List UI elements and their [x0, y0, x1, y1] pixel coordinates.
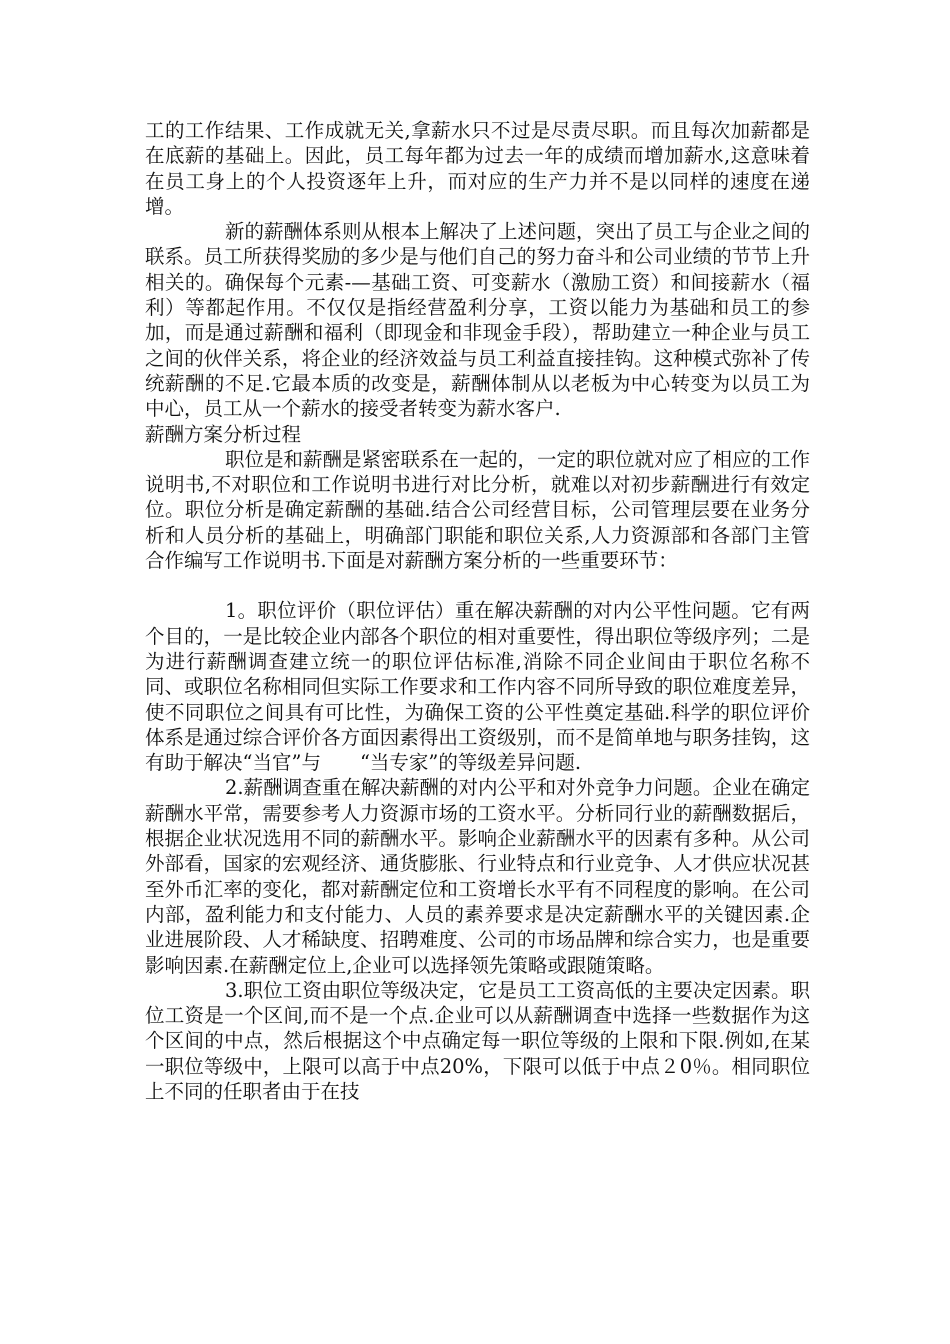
list-item-salary-survey: 2.薪酬调查重在解决薪酬的对内公平和对外竞争力问题。企业在确定薪酬水平常，需要参考人力资源市场的工资水平。分析同行业的薪酬数据后，根据企业状况选用不同的薪酬水平。影响企业薪酬水平的因素有多种。从公司外部看，国家的宏观经济、通货膨胀、行业特点和行业竞争、人才供应状况甚至外币汇率的变化，都对薪酬定位和工资增长水平有不同程度的影响。在公司内部，盈利能力和支付能力、人员的素养要求是决定薪酬水平的关键因素.企业进展阶段、人才稀缺度、招聘难度、公司的市场品牌和综合实力，也是重要影响因素.在薪酬定位上,企业可以选择领先策略或跟随策略。: [145, 776, 810, 977]
list-item-job-evaluation: 1。职位评价（职位评估）重在解决薪酬的对内公平性问题。它有两个目的，一是比较企业内部各个职位的相对重要性，得出职位等级序列；二是为进行薪酬调查建立统一的职位评估标准,消除不同企业间由于职位名称不同、或职位名称相同但实际工作要求和工作内容不同所导致的职位难度差异，使不同职位之间具有可比性，为确保工资的公平性奠定基础.科学的职位评价体系是通过综合评价各方面因素得出工资级别，而不是简单地与职务挂钩，这有助于解决“当官”与 “当专家”的等级差异问题.: [145, 599, 810, 775]
paragraph-position-analysis: 职位是和薪酬是紧密联系在一起的，一定的职位就对应了相应的工作说明书,不对职位和工作说明书进行对比分析，就难以对初步薪酬进行有效定位。职位分析是确定薪酬的基础.结合公司经营目标，公司管理层要在业务分析和人员分析的基础上，明确部门职能和职位关系,人力资源部和各部门主管合作编写工作说明书.下面是对薪酬方案分析的一些重要环节：: [145, 447, 811, 573]
paragraph-intro-continued: 工的工作结果、工作成就无关,拿薪水只不过是尽责尽职。而且每次加薪都是在底薪的基础上。因此，员工每年都为过去一年的成绩而增加薪水,这意味着在员工身上的个人投资逐年上升，而对应的生产力并不是以同样的速度在递增。: [145, 119, 810, 218]
document-body: [145, 118, 810, 1104]
list-item-position-salary: 3.职位工资由职位等级决定，它是员工工资高低的主要决定因素。职位工资是一个区间,而不是一个点.企业可以从薪酬调查中选择一些数据作为这个区间的中点，然后根据这个中点确定每一职位等级的上限和下限.例如,在某一职位等级中，上限可以高于中点20%，下限可以低于中点２0％。相同职位上不同的任职者由于在技: [145, 978, 810, 1103]
paragraph-new-system: 新的薪酬体系则从根本上解决了上述问题，突出了员工与企业之间的联系。员工所获得奖励的多少是与他们自己的努力奋斗和公司业绩的节节上升相关的。确保每个元素-—基础工资、可变薪水（激励工资）和间接薪水（福利）等都起作用。不仅仅是指经营盈利分享，工资以能力为基础和员工的参加，而是通过薪酬和福利（即现金和非现金手段），帮助建立一种企业与员工之间的伙伴关系，将企业的经济效益与员工利益直接挂钩。这种模式弥补了传统薪酬的不足.它最本质的改变是，薪酬体制从以老板为中心转变为以员工为中心，员工从一个薪水的接受者转变为薪水客户.: [145, 220, 811, 421]
blank-line: [145, 573, 810, 598]
section-heading: 薪酬方案分析过程: [145, 422, 302, 446]
